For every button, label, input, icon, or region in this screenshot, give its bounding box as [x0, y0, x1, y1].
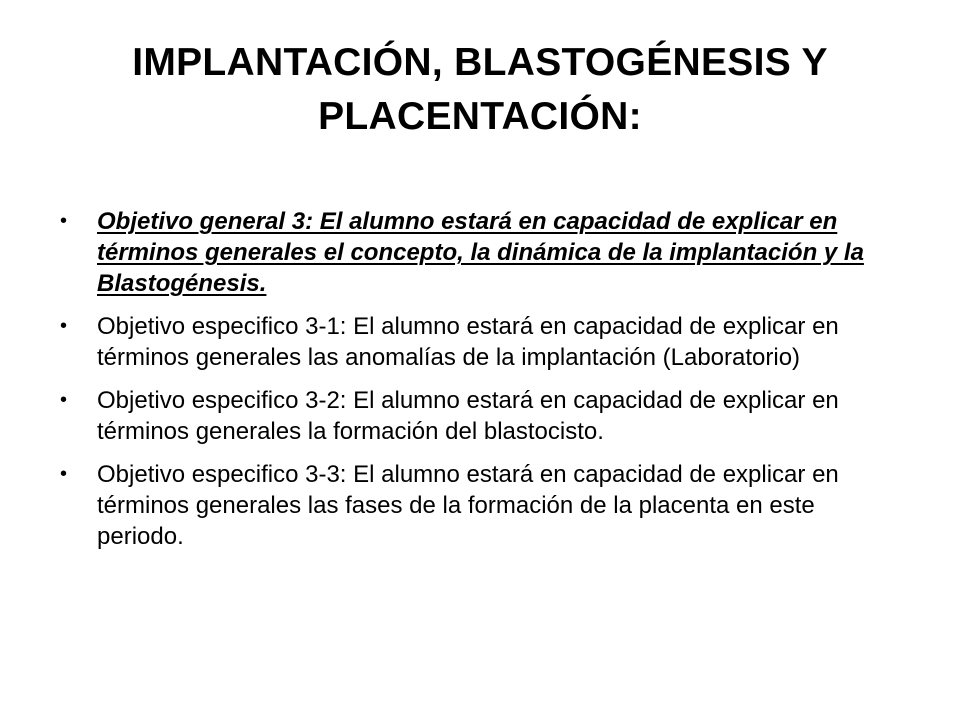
bullet-marker: •	[60, 210, 68, 232]
objective-general-3	[60, 206, 906, 299]
objective-text: Objetivo especifico 3-2: El alumno estará en capacidad de explicar en términos generales la formación del blastocisto.	[97, 387, 839, 445]
bullet-marker: •	[60, 463, 68, 485]
title-line-1: IMPLANTACIÓN, BLASTOGÉNESIS Y	[132, 41, 828, 84]
title-line-2: PLACENTACIÓN:	[318, 95, 642, 138]
bullet-marker: •	[60, 315, 68, 337]
objectives-list	[60, 206, 906, 564]
objective-text: Objetivo especifico 3-3: El alumno estará en capacidad de explicar en términos generales las fases de la formación de la placenta en este periodo.	[97, 461, 839, 550]
slide-title	[48, 36, 912, 144]
objective-specific-3-1	[60, 311, 906, 373]
objective-specific-3-2	[60, 385, 906, 447]
objective-specific-3-3	[60, 459, 906, 552]
objective-text: Objetivo especifico 3-1: El alumno estará en capacidad de explicar en términos generales las anomalías de la implantación (Laboratorio)	[97, 313, 839, 371]
bullet-marker: •	[60, 389, 68, 411]
objective-text: Objetivo general 3: El alumno estará en capacidad de explicar en términos generales el concepto, la dinámica de la implantación y la Blastogénesis.	[97, 208, 864, 297]
